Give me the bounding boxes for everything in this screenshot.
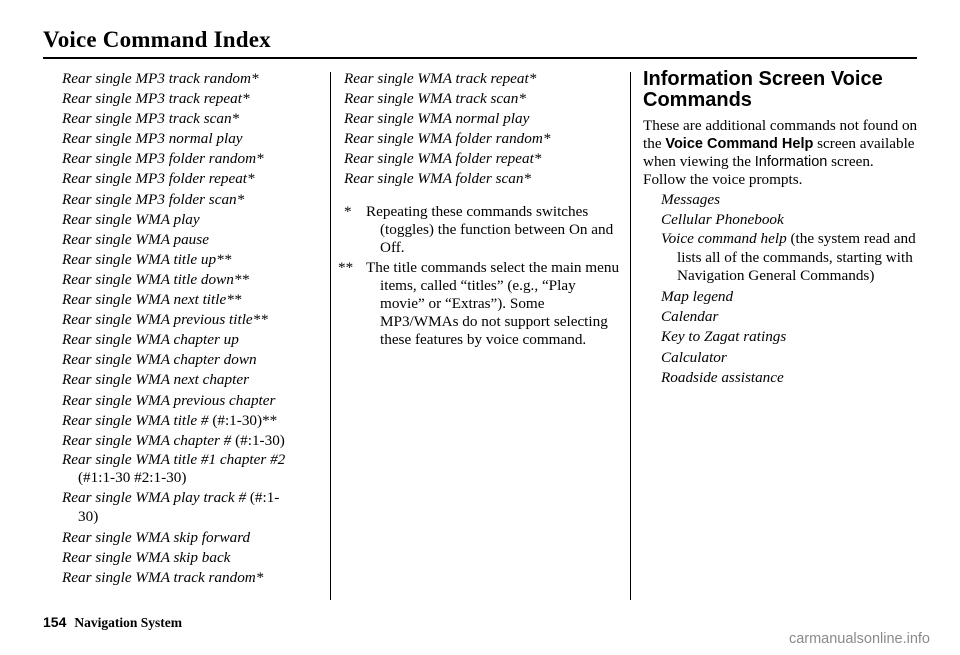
list-item: Rear single MP3 normal play (62, 130, 243, 148)
list-item: Rear single WMA normal play (344, 110, 530, 128)
list-item: Rear single MP3 folder repeat* (62, 170, 255, 188)
list-item: Rear single MP3 folder scan* (62, 190, 245, 208)
column-divider (330, 72, 331, 600)
list-item: Rear single WMA title # (#:1-30)** (62, 411, 278, 429)
column-divider (630, 72, 631, 600)
list-item: Rear single WMA track random* (62, 569, 264, 587)
list-item: Rear single WMA folder repeat* (344, 150, 542, 168)
list-item: Roadside assistance (661, 368, 784, 386)
prompt-list (643, 190, 928, 388)
command-column-1 (62, 69, 324, 588)
list-item: Rear single WMA track scan* (344, 90, 526, 108)
list-item: Rear single WMA folder random* (344, 130, 551, 148)
command-column-2 (338, 69, 620, 349)
list-item: Messages (661, 191, 721, 208)
page-number: 154 (43, 614, 67, 630)
list-item: Rear single WMA chapter down (62, 351, 257, 369)
list-item: Rear single WMA next chapter (62, 371, 249, 389)
list-item: Rear single WMA play (62, 210, 200, 228)
voice-command-help-label: Voice Command Help (665, 136, 814, 152)
list-item: Cellular Phonebook (661, 211, 784, 229)
section-heading: Information Screen Voice Commands (643, 68, 883, 111)
list-item: Rear single WMA chapter # (#:1-30) (62, 431, 285, 449)
footnote (338, 203, 620, 257)
information-column (643, 69, 928, 388)
list-item: Rear single WMA previous chapter (62, 391, 276, 409)
list-item: Rear single WMA next title** (62, 291, 242, 309)
information-label: Information (754, 154, 828, 170)
list-item: Rear single MP3 track scan* (62, 110, 240, 128)
list-item: Rear single MP3 track repeat* (62, 90, 250, 108)
footnote-text: Repeating these commands switches (toggles) the function between On and Off. (366, 202, 614, 256)
list-item: Rear single WMA previous title** (62, 311, 268, 329)
list-item: Rear single WMA pause (62, 230, 209, 248)
list-item: Voice command help (the system read and lists all of the commands, starting with Navigation General Commands) (661, 230, 916, 285)
footnote-text: The title commands select the main menu items, called “titles” (e.g., “Play movie” or “Extras”). Some MP3/WMAs do not support selecting these features by voice command. (366, 258, 620, 348)
footnote (338, 259, 620, 349)
footer-label: Navigation System (74, 615, 182, 630)
list-item: Rear single WMA title down** (62, 270, 250, 288)
list-item: Calendar (661, 308, 719, 326)
footnotes (338, 203, 620, 349)
intro-paragraph: These are additional commands not found on the Voice Command Help screen available when viewing the Information screen. Follow the voice prompts. (643, 117, 918, 188)
list-item: Rear single WMA title #1 chapter #2 (#1:1-30 #2:1-30) (62, 450, 286, 487)
footnote-mark: * (344, 202, 352, 220)
list-item: Rear single WMA chapter up (62, 331, 239, 349)
list-item: Key to Zagat ratings (661, 328, 787, 346)
list-item: Rear single WMA play track # (#:1-30) (62, 489, 280, 525)
page-title: Voice Command Index (43, 27, 271, 52)
list-item: Rear single WMA skip back (62, 549, 231, 567)
title-rule (43, 57, 917, 59)
list-item: Rear single MP3 track random* (62, 70, 259, 87)
list-item: Map legend (661, 288, 734, 306)
list-item: Rear single WMA skip forward (62, 528, 251, 546)
list-item: Rear single WMA folder scan* (344, 170, 532, 188)
footnote-mark: ** (338, 258, 354, 276)
watermark: carmanualsonline.info (788, 631, 930, 647)
list-item: Rear single MP3 folder random* (62, 150, 264, 168)
page-footer (43, 614, 182, 631)
list-item: Calculator (661, 348, 727, 366)
list-item: Rear single WMA track repeat* (344, 70, 537, 87)
list-item: Rear single WMA title up** (62, 250, 232, 268)
